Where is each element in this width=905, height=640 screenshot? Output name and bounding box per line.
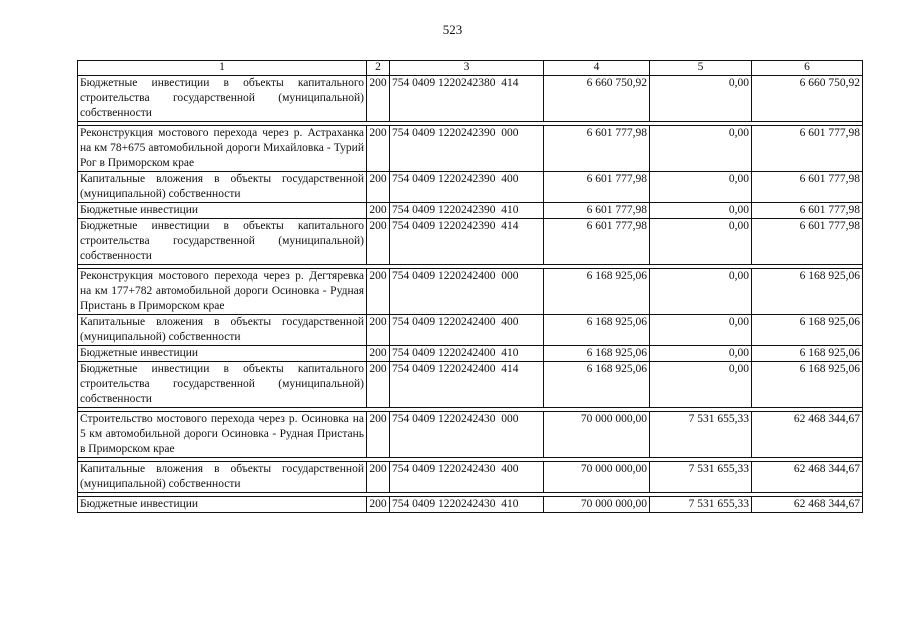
row-col6-cell: 6 168 925,06 xyxy=(752,362,863,408)
row-col2-cell: 200 xyxy=(367,76,390,122)
row-col4-cell: 6 168 925,06 xyxy=(544,362,650,408)
header-row xyxy=(78,61,863,76)
table-row xyxy=(78,172,863,203)
row-col4-cell: 6 168 925,06 xyxy=(544,269,650,315)
row-name-cell: Бюджетные инвестиции xyxy=(78,203,367,219)
row-col5-cell: 7 531 655,33 xyxy=(650,412,752,458)
table-row xyxy=(78,362,863,408)
table-row xyxy=(78,462,863,493)
row-col2-cell: 200 xyxy=(367,462,390,493)
row-col5-cell: 0,00 xyxy=(650,203,752,219)
row-code-cell: 754 0409 1220242430 000 xyxy=(390,412,544,458)
header-col-5: 5 xyxy=(650,61,752,76)
row-name-cell: Бюджетные инвестиции в объекты капитального строительства государственной (муниципальной) собственности xyxy=(78,76,367,122)
row-name-cell: Бюджетные инвестиции xyxy=(78,346,367,362)
table-row xyxy=(78,76,863,122)
row-col6-cell: 6 168 925,06 xyxy=(752,346,863,362)
header-col-2: 2 xyxy=(367,61,390,76)
row-code-cell: 754 0409 1220242390 410 xyxy=(390,203,544,219)
row-name-cell: Капитальные вложения в объекты государственной (муниципальной) собственности xyxy=(78,315,367,346)
row-col4-cell: 6 601 777,98 xyxy=(544,219,650,265)
row-code-cell: 754 0409 1220242400 400 xyxy=(390,315,544,346)
row-col6-cell: 6 660 750,92 xyxy=(752,76,863,122)
row-col4-cell: 6 601 777,98 xyxy=(544,172,650,203)
row-col5-cell: 0,00 xyxy=(650,346,752,362)
page-number: 523 xyxy=(442,22,463,37)
row-col2-cell: 200 xyxy=(367,315,390,346)
budget-table xyxy=(77,60,863,513)
row-col6-cell: 6 601 777,98 xyxy=(752,126,863,172)
row-col6-cell: 6 601 777,98 xyxy=(752,203,863,219)
table-body xyxy=(78,76,863,513)
row-name-cell: Бюджетные инвестиции в объекты капитального строительства государственной (муниципальной) собственности xyxy=(78,219,367,265)
row-col6-cell: 62 468 344,67 xyxy=(752,497,863,513)
row-name-cell: Бюджетные инвестиции в объекты капитального строительства государственной (муниципальной) собственности xyxy=(78,362,367,408)
row-col4-cell: 6 601 777,98 xyxy=(544,203,650,219)
row-col4-cell: 6 168 925,06 xyxy=(544,315,650,346)
table-row xyxy=(78,126,863,172)
row-col2-cell: 200 xyxy=(367,172,390,203)
row-col5-cell: 0,00 xyxy=(650,362,752,408)
row-name-cell: Бюджетные инвестиции xyxy=(78,497,367,513)
row-name-cell: Реконструкция мостового перехода через р. Астраханка на км 78+675 автомобильной дороги Михайловка - Турий Рог в Приморском крае xyxy=(78,126,367,172)
header-col-1: 1 xyxy=(78,61,367,76)
row-col5-cell: 7 531 655,33 xyxy=(650,497,752,513)
row-code-cell: 754 0409 1220242430 410 xyxy=(390,497,544,513)
row-col2-cell: 200 xyxy=(367,219,390,265)
header-col-3: 3 xyxy=(390,61,544,76)
row-col4-cell: 6 601 777,98 xyxy=(544,126,650,172)
row-code-cell: 754 0409 1220242400 000 xyxy=(390,269,544,315)
row-col4-cell: 70 000 000,00 xyxy=(544,462,650,493)
header-col-4: 4 xyxy=(544,61,650,76)
row-code-cell: 754 0409 1220242390 000 xyxy=(390,126,544,172)
table-row xyxy=(78,203,863,219)
row-col4-cell: 6 168 925,06 xyxy=(544,346,650,362)
row-col4-cell: 6 660 750,92 xyxy=(544,76,650,122)
row-col6-cell: 6 601 777,98 xyxy=(752,219,863,265)
row-col5-cell: 0,00 xyxy=(650,269,752,315)
row-col4-cell: 70 000 000,00 xyxy=(544,497,650,513)
row-col5-cell: 0,00 xyxy=(650,172,752,203)
row-col2-cell: 200 xyxy=(367,362,390,408)
row-col6-cell: 62 468 344,67 xyxy=(752,462,863,493)
row-col2-cell: 200 xyxy=(367,126,390,172)
row-name-cell: Строительство мостового перехода через р. Осиновка на 5 км автомобильной дороги Осиновка - Рудная Пристань в Приморском крае xyxy=(78,412,367,458)
row-code-cell: 754 0409 1220242380 414 xyxy=(390,76,544,122)
header-col-6: 6 xyxy=(752,61,863,76)
row-col4-cell: 70 000 000,00 xyxy=(544,412,650,458)
table-row xyxy=(78,412,863,458)
row-name-cell: Капитальные вложения в объекты государственной (муниципальной) собственности xyxy=(78,462,367,493)
table-row xyxy=(78,315,863,346)
row-code-cell: 754 0409 1220242390 400 xyxy=(390,172,544,203)
row-col2-cell: 200 xyxy=(367,269,390,315)
row-col5-cell: 0,00 xyxy=(650,219,752,265)
row-col2-cell: 200 xyxy=(367,412,390,458)
row-col6-cell: 6 168 925,06 xyxy=(752,315,863,346)
table-row xyxy=(78,269,863,315)
row-col2-cell: 200 xyxy=(367,497,390,513)
row-code-cell: 754 0409 1220242400 414 xyxy=(390,362,544,408)
row-col6-cell: 62 468 344,67 xyxy=(752,412,863,458)
row-code-cell: 754 0409 1220242400 410 xyxy=(390,346,544,362)
row-col5-cell: 7 531 655,33 xyxy=(650,462,752,493)
row-col2-cell: 200 xyxy=(367,346,390,362)
table-row xyxy=(78,346,863,362)
row-name-cell: Капитальные вложения в объекты государственной (муниципальной) собственности xyxy=(78,172,367,203)
row-code-cell: 754 0409 1220242390 414 xyxy=(390,219,544,265)
table-row xyxy=(78,497,863,513)
row-col6-cell: 6 601 777,98 xyxy=(752,172,863,203)
row-col5-cell: 0,00 xyxy=(650,126,752,172)
row-col6-cell: 6 168 925,06 xyxy=(752,269,863,315)
row-col5-cell: 0,00 xyxy=(650,76,752,122)
table-row xyxy=(78,219,863,265)
row-col5-cell: 0,00 xyxy=(650,315,752,346)
row-name-cell: Реконструкция мостового перехода через р. Дегтяревка на км 177+782 автомобильной дороги Осиновка - Рудная Пристань в Приморском крае xyxy=(78,269,367,315)
row-code-cell: 754 0409 1220242430 400 xyxy=(390,462,544,493)
row-col2-cell: 200 xyxy=(367,203,390,219)
table-header xyxy=(78,61,863,76)
